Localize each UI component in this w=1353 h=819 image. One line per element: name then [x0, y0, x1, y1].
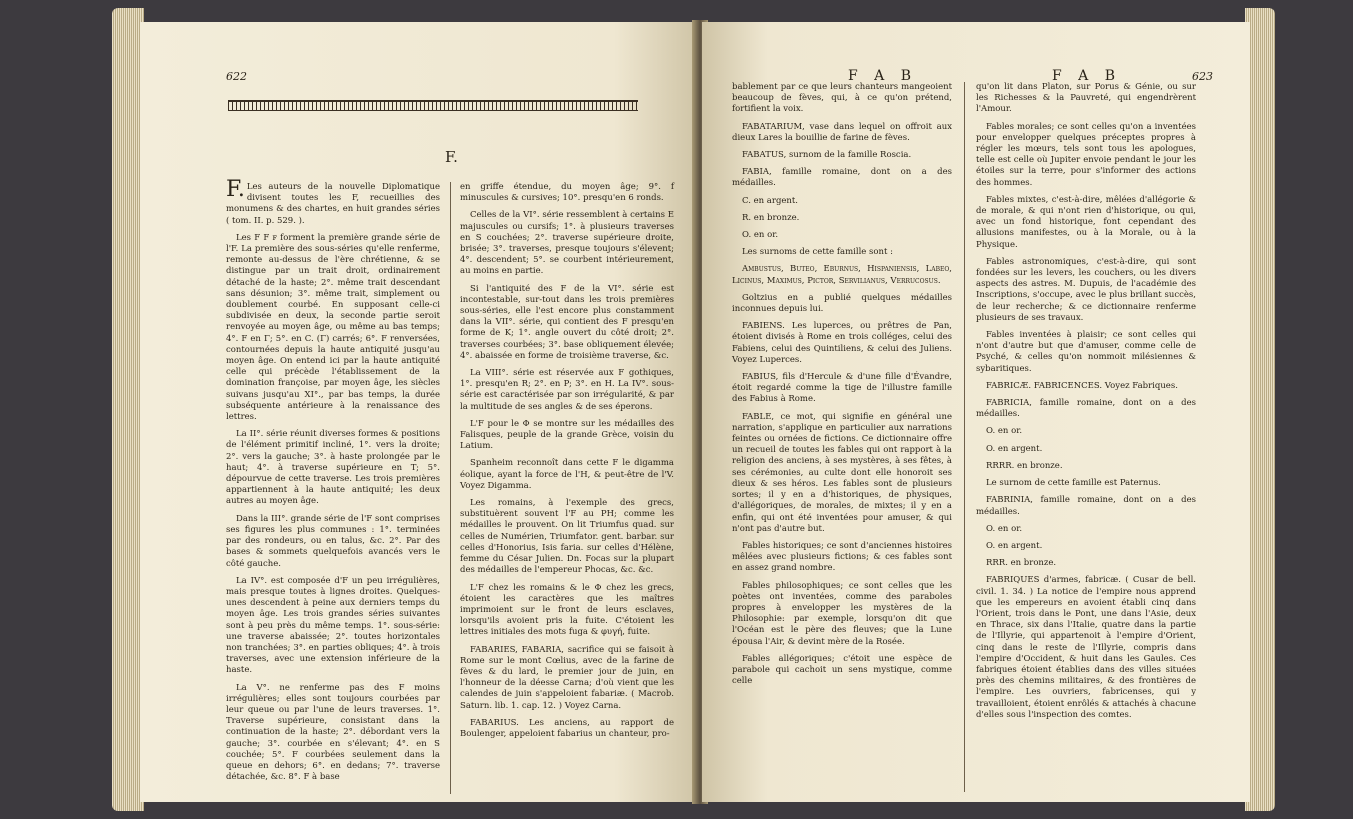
paragraph: O. en or.: [986, 426, 1023, 437]
column-divider: [964, 82, 965, 792]
paragraph: Les surnoms de cette famille sont :: [742, 247, 893, 258]
paragraph: bablement par ce que leurs chanteurs mangeoient beaucoup de fèves, qui, à ce qu'on prétend, fortifient la voix.: [732, 82, 952, 115]
paragraph: FABIUS, fils d'Hercule & d'une fille d'Évandre, étoit regardé comme la tige de l'illustre famille des Fabius à Rome.: [732, 372, 952, 405]
paragraph: Goltzius en a publié quelques médailles inconnues depuis lui.: [732, 292, 952, 315]
paragraph: FABATARIUM, vase dans lequel on offroit aux dieux Lares la bouillie de farine de fèves.: [732, 121, 952, 143]
paragraph: La VIII°. série est réservée aux F gothiques, 1°. presqu'en R; 2°. en P; 3°. en H. La IV°. sous-série est caractérisée par son irrégularité, & par la multitude de ses angles & de ses éperons.: [460, 368, 674, 412]
paragraph: Fables allégoriques; c'étoit une espèce de parabole qui cachoit un sens mystique, comme celle: [732, 653, 952, 687]
column-divider: [450, 182, 451, 794]
paragraph: La IV°. est composée d'F un peu irrégulières, mais presque toutes à lignes droites. Quelques-unes descendent à peine aux derniers temps du moyen âge. Les trois grandes séries suivantes sont à peu près du même temps. 1°. sous-série: une traverse abaissée; 2°. toutes horizontales non tranchées; 3°. en parties obliques; 4°. à trois traverses, avec une extension inférieure de la haste.: [226, 575, 440, 676]
paragraph: FABIA, famille romaine, dont on a des médailles.: [732, 167, 952, 189]
paragraph: L'F chez les romains & le Φ chez les grecs, étoient les caractères que les maîtres imprimoient sur le front de leurs esclaves, lorsqu'ils avoient pris la fuite. C'étoient les lettres initiales des mots fuga & φυγή, fuite.: [460, 582, 674, 638]
paragraph: Fables morales; ce sont celles qu'on a inventées pour envelopper quelques préceptes propres à régler les mœurs, tels sont tous les apologues, telle est celle où Jupiter envoie pendant le jour les étoiles sur la terre, pour s'informer des actions des hommes.: [976, 121, 1196, 188]
right-column-2: [976, 82, 1196, 727]
paragraph: FABATUS, surnom de la famille Roscia.: [742, 150, 912, 161]
left-page: [140, 22, 698, 802]
paragraph: FABRICÆ. FABRICENCES. Voyez Fabriques.: [986, 380, 1178, 391]
paragraph: FABARIES, FABARIA, sacrifice qui se faisoit à Rome sur le mont Cœlius, avec de la farine de fèves & du lard, le premier jour de juin, en l'honneur de la déesse Carna; d'où vient que les calendes de juin s'appeloient fabariæ. ( Macrob. Saturn. lib. 1. cap. 12. ) Voyez Carna.: [460, 644, 674, 711]
paragraph: qu'on lit dans Platon, sur Porus & Génie, ou sur les Richesses & la Pauvreté, qui engendrèrent l'Amour.: [976, 82, 1196, 115]
paragraph: FABIENS. Les luperces, ou prêtres de Pan, étoient divisés à Rome en trois colléges, celui des Fabiens, celui des Quintiliens, & celui des Juliens. Voyez Luperces.: [732, 321, 952, 365]
left-column-1: [226, 177, 440, 789]
left-column-2: [460, 182, 674, 746]
right-folio: 623: [1192, 70, 1213, 83]
running-head-right: F A B: [1052, 68, 1122, 84]
paragraph: Fables astronomiques, c'est-à-dire, qui sont fondées sur les levers, les couchers, ou les divers aspects des astres. M. Dupuis, de l'académie des Inscriptions, s'occupe, avec le plus brillant succès, de leur recherche; & ce dictionnaire renferme plusieurs de ses travaux.: [976, 256, 1196, 323]
paragraph: C. en argent.: [742, 195, 799, 206]
paragraph: Spanheim reconnoît dans cette F le digamma éolique, ayant la force de l'H, & peut-être de l'V. Voyez Digamma.: [460, 458, 674, 491]
paragraph: FABLE, ce mot, qui signifie en général une narration, s'applique en particulier aux narrations feintes ou ornées de fictions. Ce dictionnaire offre un recueil de toutes les fables qui ont rapport à la religion des anciens, à ses mystères, à ses fêtes, à ses cérémonies, au culte dont elle honoroit ses dieux & ses héros. Les fables sont de plusieurs sortes; il y en a d'historiques, de physiques, d'allégoriques, de morales, de mixtes; il y en a enfin, qui ont été inventées pour amuser, & qui n'ont pas d'autre but.: [732, 411, 952, 534]
paragraph: FABRICIA, famille romaine, dont on a des médailles.: [976, 398, 1196, 420]
paragraph: Les romains, à l'exemple des grecs, substituèrent souvent l'F au PH; comme les médailles le prouvent. On lit Triumfus quad. sur celles de Numérien, Triumfator. gent. barbar. sur celles d'Honorius, Isis faria. sur celles d'Hélène, femme du César Julien. Dn. Focas sur la plupart des médailles de l'empereur Phocas, &c. &c.: [460, 498, 674, 576]
paragraph: La II°. série réunit diverses formes & positions de l'élément primitif incliné, 1°. vers la droite; 2°. vers la gauche; 3°. à haste prolongée par le haut; 4°. à traverse supérieure en T; 5°. dépourvue de cette traverse. Les trois premières appartiennent à la haute antiquité; les deux autres au moyen âge.: [226, 429, 440, 507]
paragraph: Les F F ꜰ forment la première grande série de l'F. La première des sous-séries qu'elle renferme, remonte au-dessus de l'ère chrétienne, & se distingue par un trait droit, ordinairement détaché de la haste; 2°. même trait descendant sans désunion; 3°. même trait, simplement ou doublement courbé. En supposant celle-ci subdivisée en deux, la seconde partie seroit renvoyée au moyen âge, ou même au bas temps; 4°. F en Γ; 5°. en C. (Γ) carrés; 6°. F renversées, contournées depuis la haute antiquité jusqu'au moyen âge. On entend ici par la haute antiquité celle qui précède l'établissement de la domination françoise, par moyen âge, les siècles suivans jusqu'au XI°., par bas temps, la durée subséquente antérieure à la renaissance des lettres.: [226, 232, 440, 423]
paragraph: Si l'antiquité des F de la VI°. série est incontestable, sur-tout dans les trois premières sous-séries, elle l'est encore plus constamment dans la VII°. série, qui contient des F presqu'en forme de K; 1°. angle ouvert du côté droit; 2°. traverses courbées; 3°. base obliquement élevée; 4°. abaissée en forme de troisième traverse, &c.: [460, 283, 674, 361]
section-heading: F.: [445, 148, 458, 166]
drop-cap: F.: [226, 177, 245, 202]
paragraph: Fables mixtes, c'est-à-dire, mêlées d'allégorie & de morale, & qui n'ont rien d'historique, ou qui, avec un fond historique, font cependant des allusions manifestes, ou à la Morale, ou à la Physique.: [976, 194, 1196, 250]
paragraph: La V°. ne renferme pas des F moins irrégulières; elles sont toujours courbées par leur queue ou par l'une de leurs traverses. 1°. Traverse supérieure, consistant dans la continuation de la haste; 2°. débordant vers la gauche; 3°. courbée en s'élevant; 4°. en S couchée; 5°. F courbées seulement dans la queue en dehors; 6°. en dedans; 7°. traverse détachée, &c. 8°. F à base: [226, 682, 440, 783]
paragraph: FABRINIA, famille romaine, dont on a des médailles.: [976, 495, 1196, 517]
right-column-1: [732, 82, 952, 693]
paragraph: Fables historiques; ce sont d'anciennes histoires mêlées avec plusieurs fictions; & ces fables sont en assez grand nombre.: [732, 540, 952, 574]
paragraph: F. Les auteurs de la nouvelle Diplomatique divisent toutes les F, recueillies des monumens & des chartes, en huit grandes séries ( tom. II. p. 529. ).: [226, 177, 440, 226]
right-page: [702, 22, 1250, 802]
paragraph: Celles de la VI°. série ressemblent à certains E majuscules ou cursifs; 1°. à plusieurs traverses en S couchées; 2°. traverse supérieure droite, brisée; 3°. traverses, presque toujours s'élevent; 4°. descendent; 5°. se courbent intérieurement, au moins en partie.: [460, 210, 674, 277]
paragraph: FABARIUS. Les anciens, au rapport de Boulenger, appeloient fabarius un chanteur, pro-: [460, 717, 674, 739]
paragraph: O. en argent.: [986, 540, 1043, 551]
paragraph: Dans la III°. grande série de l'F sont comprises ses figures les plus communes : 1°. terminées par des rondeurs, ou en talus, &c. 2°. Par des bases & sommets quelquefois avancés vers le côté gauche.: [226, 513, 440, 569]
paragraph: O. en or.: [986, 523, 1023, 534]
ornamental-rule: [228, 100, 638, 111]
paragraph: O. en or.: [742, 230, 779, 241]
paragraph: Fables inventées à plaisir; ce sont celles qui n'ont d'autre but que d'amuser, comme celle de Psyché, & celles qu'on nommoit milésiennes & sybaritiques.: [976, 330, 1196, 374]
paragraph: RRR. en bronze.: [986, 558, 1057, 569]
paragraph: Fables philosophiques; ce sont celles que les poètes ont inventées, comme des paraboles propres à envelopper les mystères de la Philosophie: par exemple, lorsqu'on dit que l'Océan est le père des fleuves; que la Lune épousa l'Air, & devint mère de la Rosée.: [732, 580, 952, 647]
left-folio: 622: [226, 70, 247, 83]
paragraph: R. en bronze.: [742, 212, 800, 223]
paragraph: Ambustus, Buteo, Eburnus, Hispaniensis, Labeo, Licinus, Maximus, Pictor, Servilianus, Verrucosus.: [732, 264, 952, 286]
paragraph: O. en argent.: [986, 443, 1043, 454]
paragraph: FABRIQUES d'armes, fabricæ. ( Cusar de bell. civil. 1. 34. ) La notice de l'empire nous apprend que les empereurs en avoient établi cinq dans l'Orient, trois dans le Pont, une dans l'Asie, deux en Thrace, six dans l'Italie, quatre dans la partie de l'Illyrie, qui appartenoit à l'empire d'Orient, cinq dans le reste de l'Illyrie, compris dans l'empire d'Occident, & huit dans les Gaules. Ces fabriques étoient établies dans des villes situées près des chemins militaires, & des frontières de l'empire. Les ouvriers, fabricenses, qui y travailloient, étoient enrôlés & attachés à chacune d'elles sous l'inspection des comtes.: [976, 575, 1196, 720]
paragraph: en griffe étendue, du moyen âge; 9°. f minuscules & cursives; 10°. presqu'en 6 ronds.: [460, 182, 674, 204]
paragraph: RRRR. en bronze.: [986, 460, 1063, 471]
paragraph: Le surnom de cette famille est Paternus.: [986, 478, 1161, 489]
running-head-left: F A B: [848, 68, 918, 84]
paragraph: L'F pour le Φ se montre sur les médailles des Falisques, peuple de la grande Grèce, voisin du Latium.: [460, 418, 674, 452]
